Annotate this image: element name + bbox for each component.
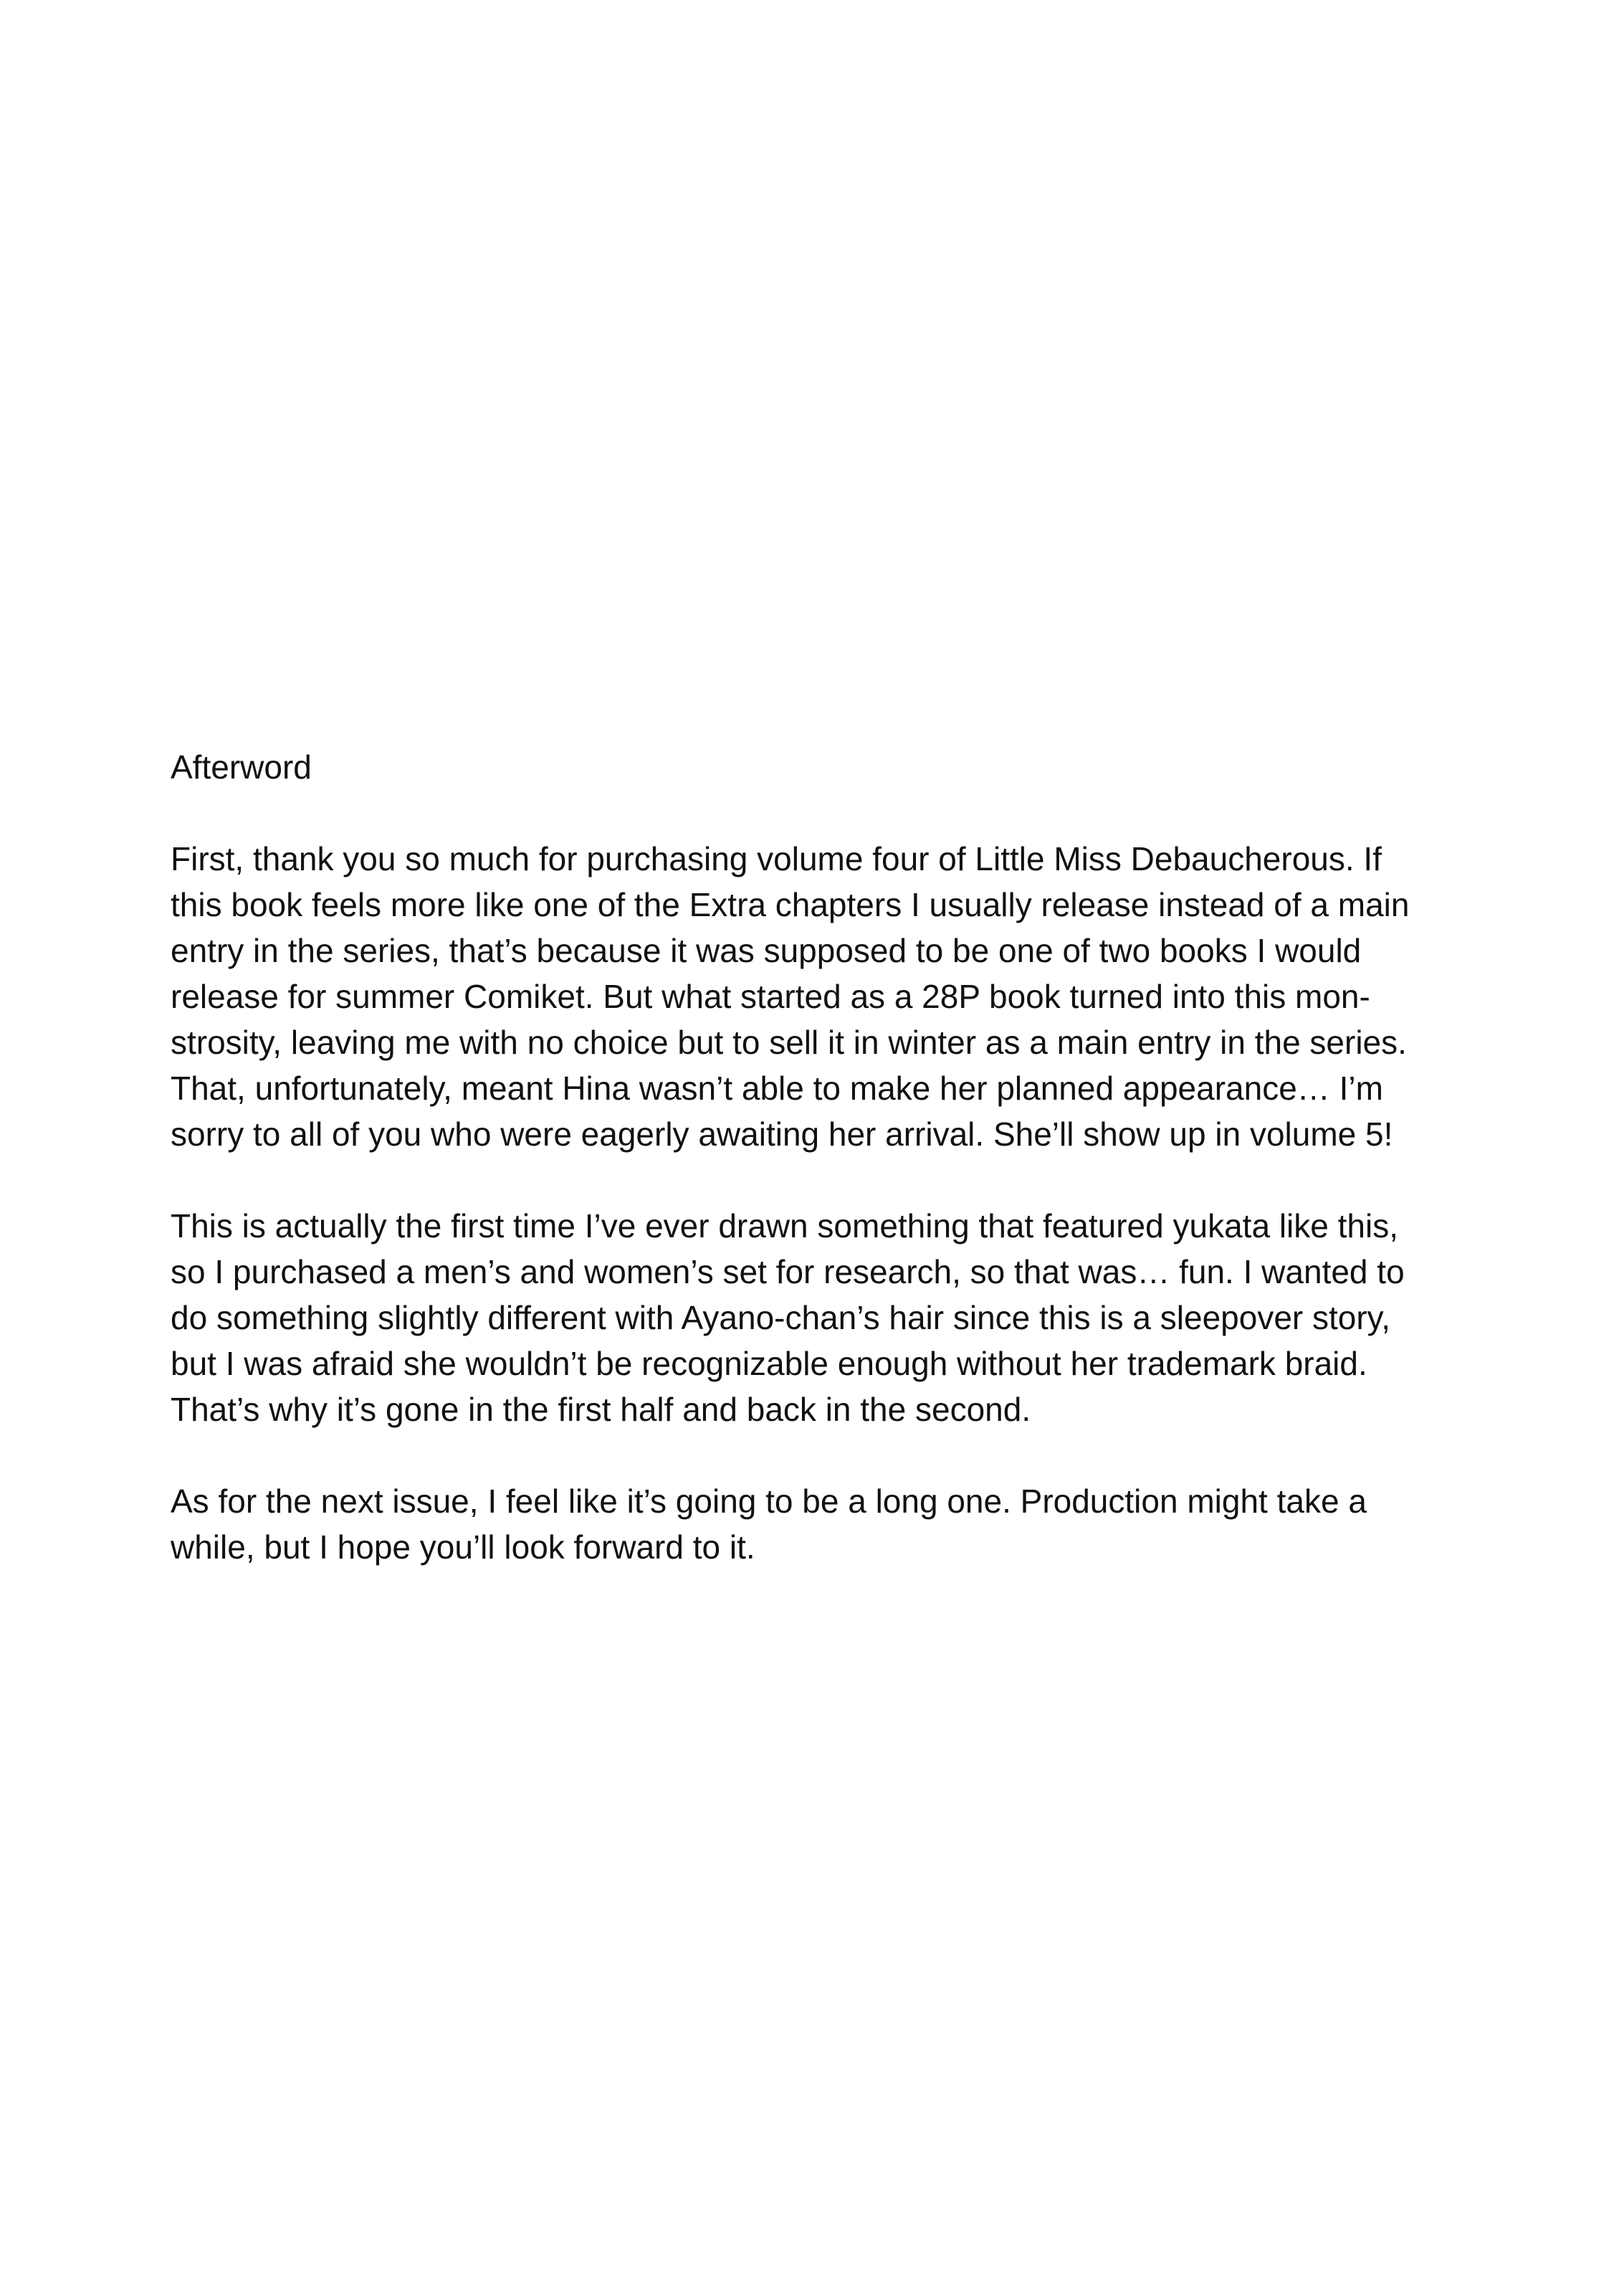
paragraph-2-line-2: so I purchased a men’s and women’s set for research, so that was… fun. I wanted to [171,1253,1405,1290]
paragraph-2-line-1: This is actually the first time I’ve ever drawn something that featured yukata like this, [171,1207,1398,1244]
paragraph-3-line-1: As for the next issue, I feel like it’s going to be a long one. Production might take a [171,1482,1367,1520]
afterword-title: Afterword [171,748,312,786]
paragraph-1-line-2: this book feels more like one of the Extra chapters I usually release instead of a main [171,886,1410,923]
paragraph-1-line-1: First, thank you so much for purchasing volume four of Little Miss Debaucherous. If [171,840,1382,877]
spacer [171,1432,1489,1478]
paragraph-3-line-2: while, but I hope you’ll look forward to it. [171,1528,755,1566]
afterword-text [171,744,1489,1570]
paragraph-2-line-5: That’s why it’s gone in the first half and back in the second. [171,1391,1031,1428]
paragraph-1-line-4: release for summer Comiket. But what started as a 28P book turned into this mon- [171,978,1370,1015]
paragraph-2-line-4: but I was afraid she wouldn’t be recognizable enough without her trademark braid. [171,1345,1367,1382]
paragraph-1-line-6: That, unfortunately, meant Hina wasn’t able to make her planned appearance… I’m [171,1070,1383,1107]
paragraph-1-line-7: sorry to all of you who were eagerly awaiting her arrival. She’ll show up in volume 5! [171,1115,1393,1153]
paragraph-2-line-3: do something slightly different with Ayano-chan’s hair since this is a sleepover story, [171,1299,1391,1336]
paragraph-1-line-5: strosity, leaving me with no choice but to sell it in winter as a main entry in the series. [171,1024,1407,1061]
spacer [171,1157,1489,1203]
paragraph-1-line-3: entry in the series, that’s because it was supposed to be one of two books I would [171,932,1362,969]
spacer [171,790,1489,836]
